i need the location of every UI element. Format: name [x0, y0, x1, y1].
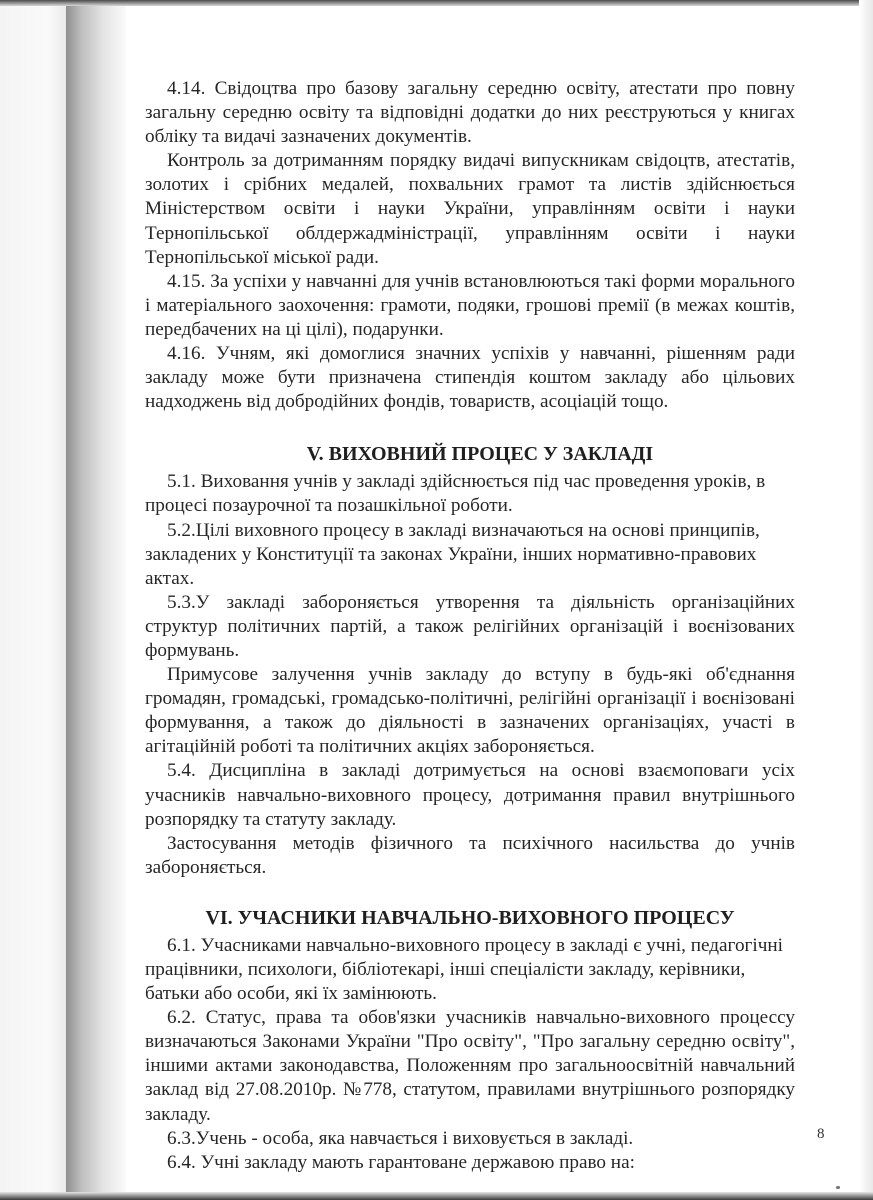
- paragraph-4-15: 4.15. За успіхи у навчанні для учнів встановлюються такі форми морального і матеріального заохочення: грамоти, подяки, грошові премії (в межах коштів, передбачених на ці цілі), подарунки.: [145, 270, 795, 340]
- paragraph-forced-involvement: Примусове залучення учнів закладу до вступу в будь-які об'єднання громадян, громадські, громадсько-політичні, релігійні організації і воєнізовані формування, а також до діяльності в зазначених організаціях, участі в агітаційній роботі та політичних акціях забороняється.: [145, 664, 795, 758]
- scan-top-edge: [0, 0, 873, 6]
- paragraph-6-2: 6.2. Статус, права та обов'язки учасників навчально-виховного процессу визначаються Законами України "Про освіту", "Про загальну середню освіту", іншими актами законодавства, Положенням про загальноосвітній навчальний заклад від 27.08.2010р. №778, статутом, правилами внутрішнього розпорядку закладу.: [145, 1007, 795, 1125]
- page-number: 8: [817, 1126, 825, 1142]
- paragraph-violence-ban: Застосування методів фізичного та психічного насильства до учнів забороняється.: [145, 832, 795, 878]
- section-heading-v: V. ВИХОВНИЙ ПРОЦЕС У ЗАКЛАДІ: [306, 443, 654, 466]
- paragraph-6-3: 6.3.Учень - особа, яка навчається і виховується в закладі.: [167, 1127, 634, 1149]
- paragraph-4-16: 4.16. Учням, які домоглися значних успіхів у навчанні, рішенням ради закладу може бути призначена стипендія коштом закладу або цільових надходжень від добродійних фондів, товариств, асоціацій тощо.: [145, 343, 795, 413]
- paragraph-4-14: 4.14. Свідоцтва про базову загальну середню освіту, атестати про повну загальну середню освіту та відповідні додатки до них реєструються у книгах обліку та видачі зазначених документів.: [145, 78, 795, 148]
- paragraph-5-1: 5.1. Виховання учнів у закладі здійснюється під час проведення уроків, в процесі позаурочної та позашкільної роботи.: [145, 471, 766, 517]
- scan-right-edge: [859, 0, 873, 1200]
- paragraph-control: Контроль за дотриманням порядку видачі випускникам свідоцтв, атестатів, золотих і срібних медалей, похвальних грамот та листів здійснюється Міністерством освіти і науки України, управлінням освіти і науки Тернопільської облдержадміністрації, управлінням освіти і науки Тернопільської міської ради.: [145, 150, 795, 268]
- paragraph-5-4: 5.4. Дисципліна в закладі дотримується на основі взаємоповаги усіх учасників навчально-виховного процесу, дотримання правил внутрішнього розпорядку та статуту закладу.: [145, 760, 795, 830]
- paragraph-6-4: 6.4. Учні закладу мають гарантоване державою право на:: [167, 1151, 635, 1173]
- scan-bottom-edge: [0, 1192, 873, 1200]
- previous-page-edge: [0, 0, 68, 1200]
- paragraph-5-3: 5.3.У закладі забороняється утворення та діяльність організаційних структур політичних партій, а також релігійних організацій і воєнізованих формувань.: [145, 591, 795, 661]
- scan-artifact: [836, 1186, 840, 1189]
- paragraph-6-1: 6.1. Учасниками навчально-виховного процесу в закладі є учні, педагогічні працівники, психологи, бібліотекарі, інші спеціалісти закладу, керівники, батьки або особи, які їх замінюють.: [145, 934, 783, 1005]
- document-body: [145, 77, 795, 1175]
- book-gutter-shadow: [66, 0, 126, 1200]
- paragraph-5-2: 5.2.Цілі виховного процесу в закладі визначаються на основі принципів, закладених у Конституції та законах України, інших нормативно-правових актах.: [145, 519, 760, 589]
- section-heading-vi: VI. УЧАСНИКИ НАВЧАЛЬНО-ВИХОВНОГО ПРОЦЕСУ: [205, 906, 735, 929]
